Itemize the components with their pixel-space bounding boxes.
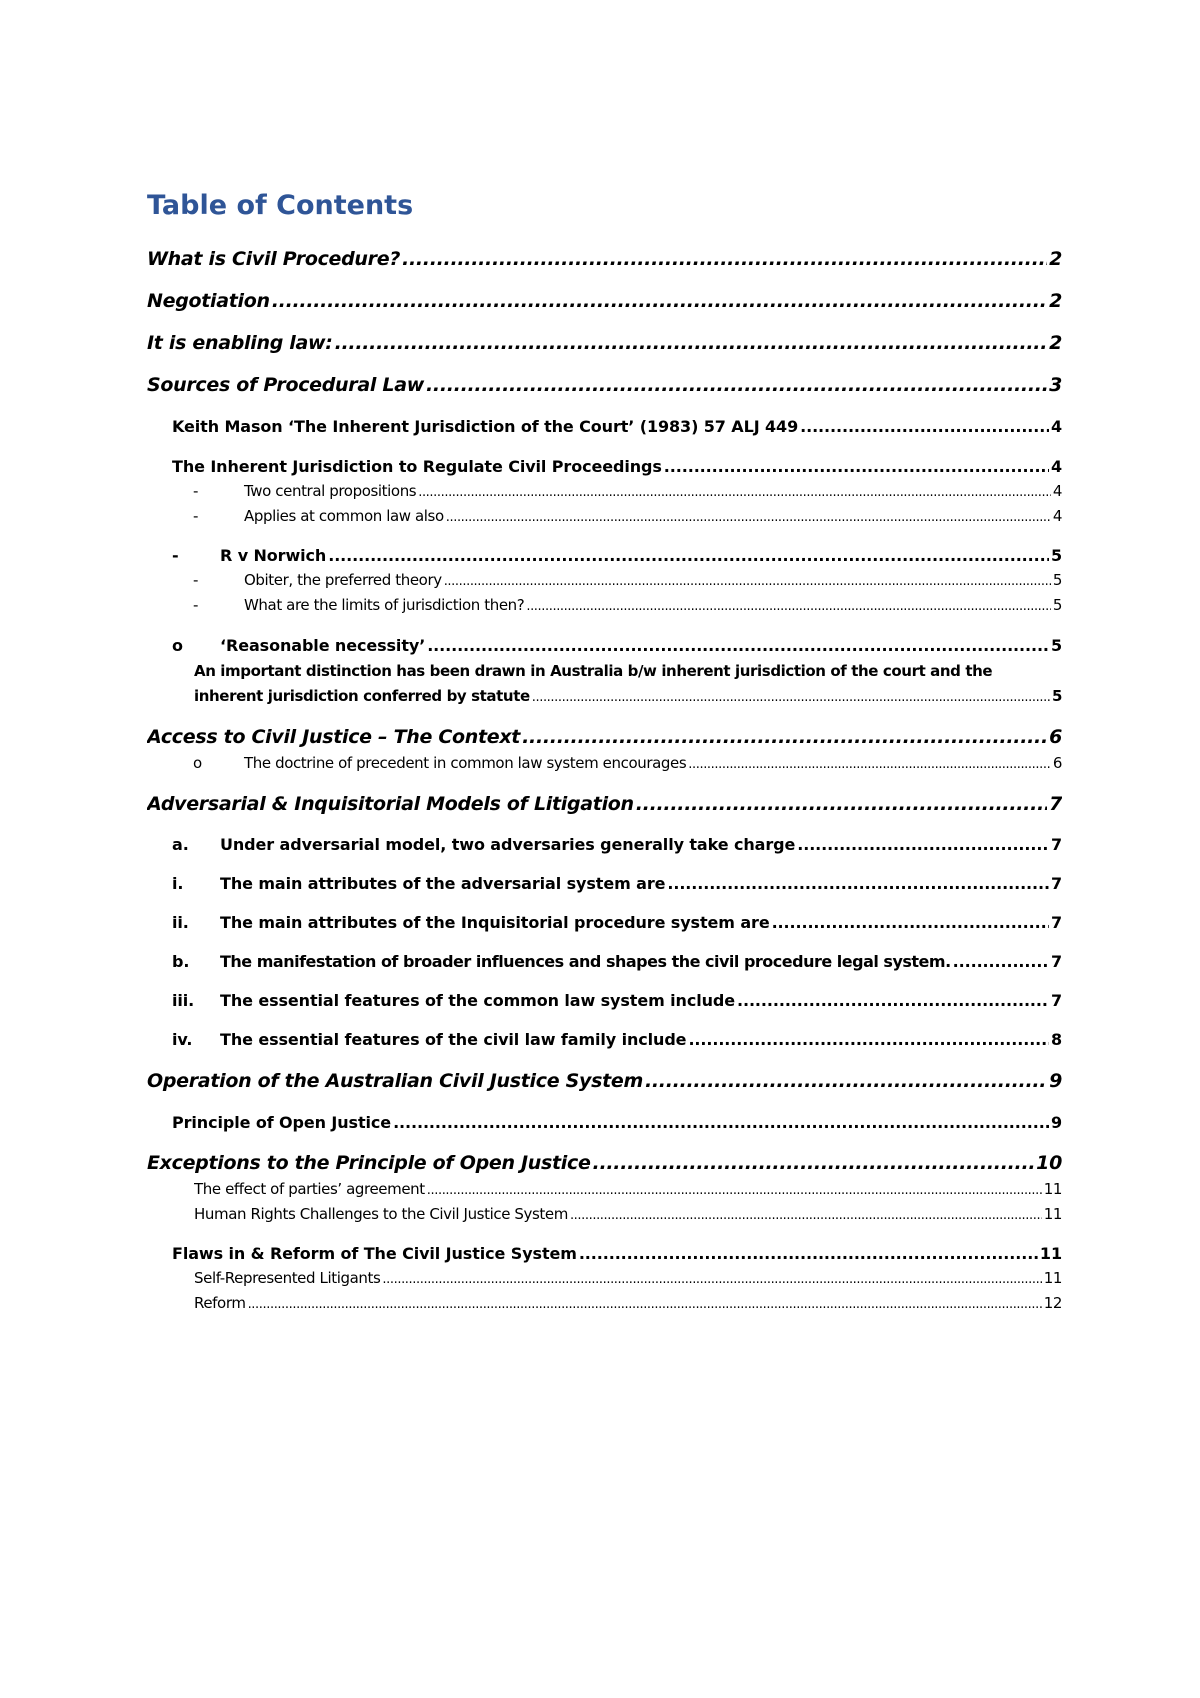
toc-entry-attributes-adversarial[interactable] xyxy=(172,874,1062,893)
toc-entry-civil-law-features[interactable] xyxy=(172,1030,1062,1049)
toc-entry-label: Access to Civil Justice – The Context xyxy=(147,726,521,748)
toc-entry-label: ‘Reasonable necessity’ xyxy=(220,636,426,655)
toc-entry-label: The doctrine of precedent in common law system encourages xyxy=(244,754,687,772)
toc-page-number: 6 xyxy=(1049,726,1062,748)
toc-entry-marker: a. xyxy=(172,835,189,854)
toc-entry-flaws-and-reform[interactable] xyxy=(172,1244,1062,1263)
toc-page-number: 6 xyxy=(1052,754,1062,772)
toc-leader xyxy=(393,1113,1049,1132)
toc-entry-label: Self-Represented Litigants xyxy=(194,1269,381,1287)
toc-entry-label: Sources of Procedural Law xyxy=(147,374,424,396)
toc-entry-label: Reform xyxy=(194,1294,246,1312)
toc-entry-label: The manifestation of broader influences and shapes the civil procedure legal system. xyxy=(220,952,951,971)
toc-entry-two-central-propositions[interactable] xyxy=(193,482,1062,500)
toc-page-number: 5 xyxy=(1050,546,1062,565)
toc-leader xyxy=(418,485,1051,500)
toc-entry-label: The essential features of the common law system include xyxy=(220,991,735,1010)
toc-entry-label: Under adversarial model, two adversaries generally take charge xyxy=(220,835,796,854)
toc-leader xyxy=(444,574,1051,589)
toc-entry-label: Human Rights Challenges to the Civil Justice System xyxy=(194,1205,568,1223)
toc-entry-marker: iii. xyxy=(172,991,195,1010)
toc-leader xyxy=(579,1244,1038,1263)
toc-entry-marker: iv. xyxy=(172,1030,193,1049)
toc-leader xyxy=(688,757,1051,772)
toc-leader xyxy=(797,835,1049,854)
toc-entry-sources-of-procedural-law[interactable] xyxy=(147,374,1062,396)
toc-leader xyxy=(272,290,1047,312)
toc-entry-attributes-inquisitorial[interactable] xyxy=(172,913,1062,932)
toc-entry-label: Flaws in & Reform of The Civil Justice System xyxy=(172,1244,577,1263)
toc-page-number: 11 xyxy=(1043,1205,1062,1223)
toc-leader xyxy=(688,1030,1049,1049)
toc-entry-reform[interactable] xyxy=(194,1294,1062,1312)
toc-page-number: 9 xyxy=(1050,1113,1062,1132)
toc-entry-label: Applies at common law also xyxy=(244,507,444,525)
toc-page-number: 9 xyxy=(1049,1070,1062,1092)
toc-page-number: 7 xyxy=(1050,835,1062,854)
toc-page-number: 7 xyxy=(1050,874,1062,893)
toc-entry-keith-mason[interactable] xyxy=(172,417,1062,436)
toc-entry-marker: - xyxy=(193,482,199,500)
toc-leader xyxy=(772,913,1049,932)
toc-entry-broader-influences[interactable] xyxy=(172,952,1062,971)
toc-page-number: 12 xyxy=(1043,1294,1062,1312)
toc-entry-r-v-norwich[interactable] xyxy=(172,546,1062,565)
toc-leader xyxy=(427,636,1049,655)
toc-entry-inherent-jurisdiction[interactable] xyxy=(172,457,1062,476)
toc-page-number: 5 xyxy=(1052,571,1062,589)
toc-leader xyxy=(667,874,1049,893)
toc-entry-access-to-civil-justice[interactable] xyxy=(147,726,1062,748)
toc-page-number: 7 xyxy=(1050,913,1062,932)
toc-page-number: 2 xyxy=(1049,332,1062,354)
toc-page-number: 3 xyxy=(1049,374,1062,396)
toc-page-number: 7 xyxy=(1050,952,1062,971)
toc-entry-what-is-civil-procedure[interactable] xyxy=(147,248,1062,270)
toc-entry-important-distinction[interactable] xyxy=(194,687,1062,705)
toc-leader xyxy=(636,793,1047,815)
toc-leader xyxy=(570,1208,1042,1223)
toc-entry-negotiation[interactable] xyxy=(147,290,1062,312)
toc-leader xyxy=(664,457,1049,476)
toc-entry-label: Negotiation xyxy=(147,290,270,312)
toc-page-number: 11 xyxy=(1043,1180,1062,1198)
toc-entry-label: R v Norwich xyxy=(220,546,327,565)
toc-page-number: 5 xyxy=(1051,687,1062,705)
toc-entry-marker: ii. xyxy=(172,913,189,932)
toc-page-number: 11 xyxy=(1039,1244,1062,1263)
toc-entry-label: Principle of Open Justice xyxy=(172,1113,392,1132)
toc-leader xyxy=(382,1272,1041,1287)
toc-entry-obiter[interactable] xyxy=(193,571,1062,589)
toc-entry-marker: - xyxy=(193,571,199,589)
toc-entry-parties-agreement[interactable] xyxy=(194,1180,1062,1198)
toc-title: Table of Contents xyxy=(147,190,414,221)
toc-entry-reasonable-necessity[interactable] xyxy=(172,636,1062,655)
toc-leader xyxy=(645,1070,1047,1092)
toc-leader xyxy=(737,991,1049,1010)
toc-entry-adversarial-inquisitorial[interactable] xyxy=(147,793,1062,815)
toc-entry-label: The essential features of the civil law family include xyxy=(220,1030,687,1049)
toc-page-number: 5 xyxy=(1052,596,1062,614)
toc-leader xyxy=(427,1183,1042,1198)
toc-entry-label: Exceptions to the Principle of Open Justice xyxy=(147,1152,591,1174)
toc-leader xyxy=(532,690,1050,705)
toc-page-number: 8 xyxy=(1050,1030,1062,1049)
toc-entry-label: Obiter, the preferred theory xyxy=(244,571,442,589)
toc-leader xyxy=(426,374,1047,396)
toc-entry-marker: - xyxy=(172,546,179,565)
toc-entry-label: Adversarial & Inquisitorial Models of Litigation xyxy=(147,793,634,815)
toc-page-number: 2 xyxy=(1049,248,1062,270)
toc-entry-common-law-features[interactable] xyxy=(172,991,1062,1010)
toc-entry-label: What is Civil Procedure? xyxy=(147,248,401,270)
toc-entry-marker: - xyxy=(193,507,199,525)
toc-page-number: 4 xyxy=(1050,457,1062,476)
toc-entry-label: What are the limits of jurisdiction then? xyxy=(244,596,525,614)
toc-leader xyxy=(335,332,1047,354)
toc-entry-marker: o xyxy=(172,636,183,655)
toc-page-number: 4 xyxy=(1052,507,1062,525)
toc-entry-marker: - xyxy=(193,596,199,614)
toc-leader xyxy=(593,1152,1035,1174)
toc-entry-label: It is enabling law: xyxy=(147,332,333,354)
toc-entry-label: The effect of parties’ agreement xyxy=(194,1180,425,1198)
toc-leader xyxy=(522,726,1047,748)
toc-entry-label: The main attributes of the Inquisitorial procedure system are xyxy=(220,913,770,932)
toc-leader xyxy=(526,599,1051,614)
toc-entry-doctrine-of-precedent[interactable] xyxy=(193,754,1062,772)
toc-entry-marker: i. xyxy=(172,874,184,893)
toc-entry-label: The Inherent Jurisdiction to Regulate Civil Proceedings xyxy=(172,457,662,476)
toc-page-number: 7 xyxy=(1049,793,1062,815)
toc-entry-label: Operation of the Australian Civil Justice System xyxy=(147,1070,643,1092)
toc-entry-self-represented-litigants[interactable] xyxy=(194,1269,1062,1287)
toc-entry-principle-open-justice[interactable] xyxy=(172,1113,1062,1132)
toc-entry-limits-of-jurisdiction[interactable] xyxy=(193,596,1062,614)
toc-entry-enabling-law[interactable] xyxy=(147,332,1062,354)
toc-leader xyxy=(248,1297,1042,1312)
toc-page-number: 11 xyxy=(1043,1269,1062,1287)
toc-entry-label: Keith Mason ‘The Inherent Jurisdiction of the Court’ (1983) 57 ALJ 449 xyxy=(172,417,799,436)
toc-entry-operation-civil-justice[interactable] xyxy=(147,1070,1062,1092)
toc-page-number: 7 xyxy=(1050,991,1062,1010)
toc-entry-label: inherent jurisdiction conferred by statute xyxy=(194,687,530,705)
toc-leader xyxy=(800,417,1049,436)
toc-entry-marker: o xyxy=(193,754,202,772)
toc-entry-exceptions-open-justice[interactable] xyxy=(147,1152,1062,1174)
toc-page-number: 2 xyxy=(1049,290,1062,312)
toc-leader xyxy=(953,952,1049,971)
toc-entry-human-rights-challenges[interactable] xyxy=(194,1205,1062,1223)
toc-leader xyxy=(402,248,1047,270)
toc-page-number: 5 xyxy=(1050,636,1062,655)
toc-entry-under-adversarial-model[interactable] xyxy=(172,835,1062,854)
toc-entry-applies-at-common-law[interactable] xyxy=(193,507,1062,525)
toc-page-number: 10 xyxy=(1036,1152,1062,1174)
toc-page-number: 4 xyxy=(1050,417,1062,436)
toc-entry-label: The main attributes of the adversarial system are xyxy=(220,874,666,893)
toc-page-number: 4 xyxy=(1052,482,1062,500)
toc-entry-important-distinction-line1[interactable]: An important distinction has been drawn in Australia b/w inherent jurisdiction of the court and the xyxy=(194,662,993,680)
toc-entry-label: Two central propositions xyxy=(244,482,417,500)
toc-leader xyxy=(328,546,1049,565)
toc-entry-marker: b. xyxy=(172,952,190,971)
toc-leader xyxy=(446,510,1051,525)
